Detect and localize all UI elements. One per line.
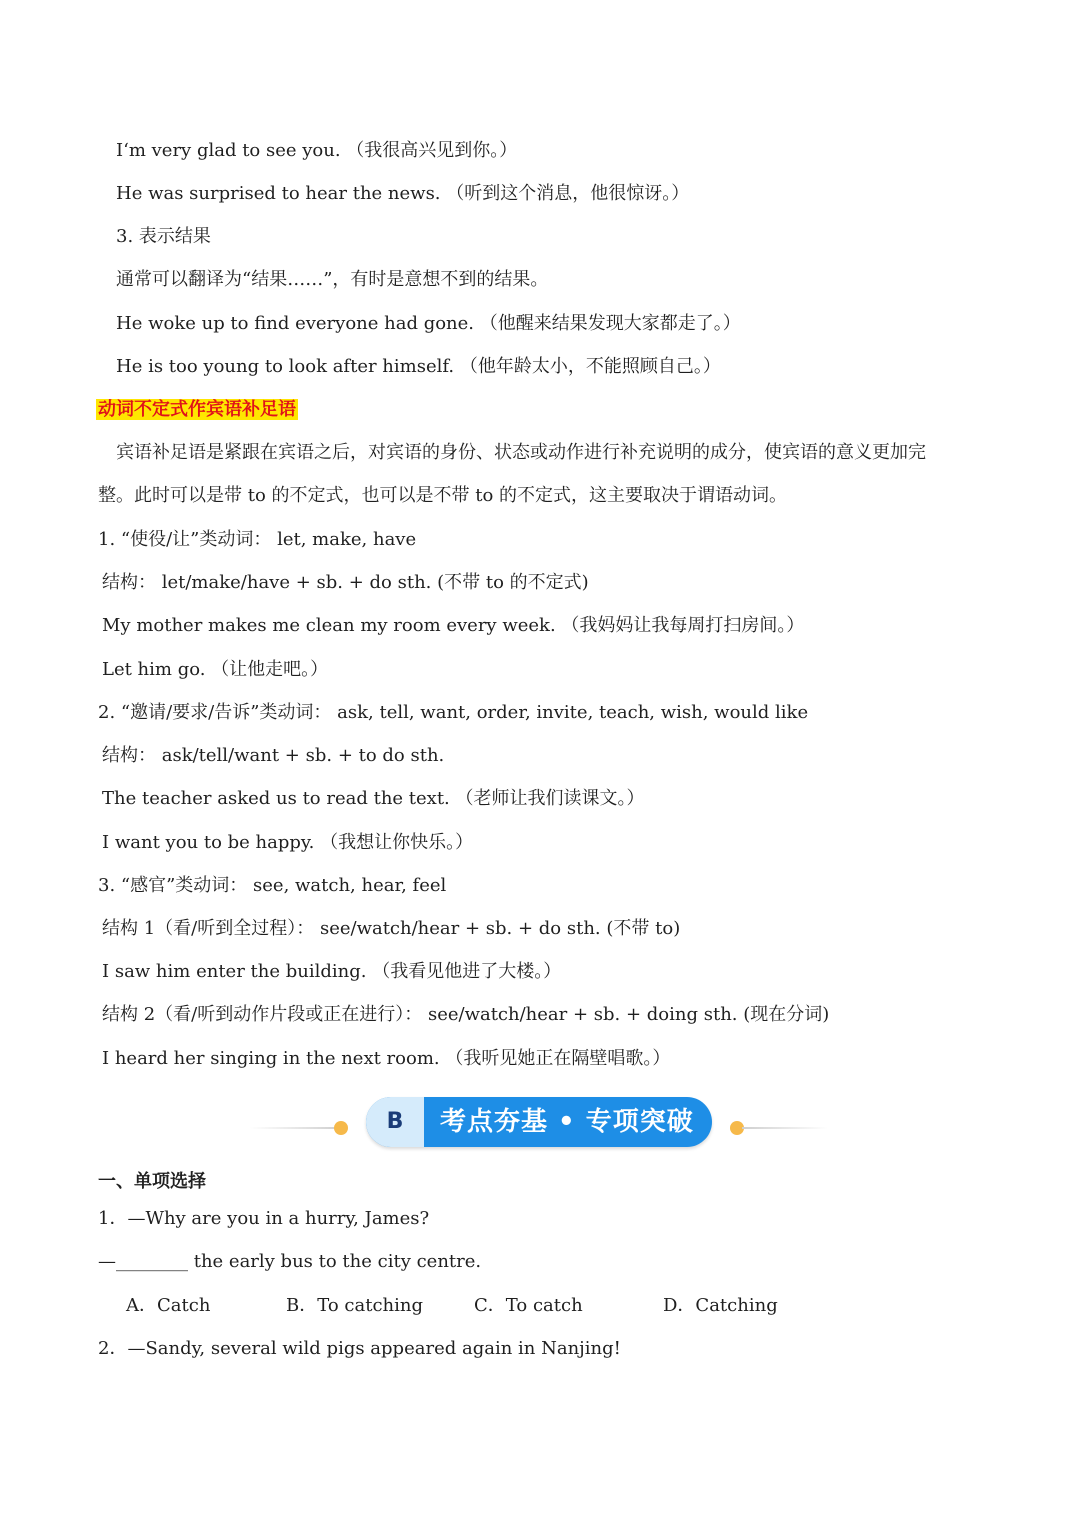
question-stem: 2．—Sandy, several wild pigs appeared again in Nanjing!	[98, 1338, 621, 1359]
option-a[interactable]: A．Catch	[126, 1295, 211, 1316]
banner-title: 考点夯基 • 专项突破	[440, 1107, 694, 1137]
example-sentence: I saw him enter the building. （我看见他进了大楼。）	[102, 961, 562, 982]
banner-rule-right	[742, 1127, 828, 1129]
section-banner	[250, 1095, 830, 1151]
paragraph-text: 宾语补足语是紧跟在宾语之后，对宾语的身份、状态或动作进行补充说明的成分，使宾语的意义更加完	[116, 442, 926, 463]
example-sentence: Let him go. （让他走吧。）	[102, 659, 329, 680]
paragraph-text: 整。此时可以是带 to 的不定式，也可以是不带 to 的不定式，这主要取决于谓语动词。	[98, 485, 788, 506]
banner-pill	[366, 1097, 712, 1147]
example-sentence: My mother makes me clean my room every week. （我妈妈让我每周打扫房间。）	[102, 615, 805, 636]
structure-line: 结构： ask/tell/want + sb. + to do sth.	[102, 745, 445, 766]
banner-badge: B	[366, 1097, 424, 1147]
example-sentence: The teacher asked us to read the text. （老师让我们读课文。）	[102, 788, 645, 809]
example-sentence: He is too young to look after himself. （他年龄太小，不能照顾自己。）	[116, 356, 721, 377]
structure-line: 结构 1（看/听到全过程）： see/watch/hear + sb. + do sth. (不带 to)	[102, 918, 681, 939]
rule-heading: 2. “邀请/要求/告诉”类动词： ask, tell, want, order, invite, teach, wish, would like	[98, 702, 809, 723]
banner-rule-left	[250, 1127, 340, 1129]
banner-dot-left	[334, 1121, 348, 1135]
option-c[interactable]: C．To catch	[474, 1295, 583, 1316]
subheading: 3. 表示结果	[116, 226, 211, 247]
structure-line: 结构： let/make/have + sb. + do sth. (不带 to 的不定式)	[102, 572, 589, 593]
highlighted-title: 动词不定式作宾语补足语	[98, 399, 296, 420]
question-reply: —________ the early bus to the city centre.	[98, 1251, 482, 1272]
option-d[interactable]: D．Catching	[663, 1295, 778, 1316]
rule-heading: 1. “使役/让”类动词： let, make, have	[98, 529, 417, 550]
exercise-heading: 一、单项选择	[98, 1171, 206, 1192]
option-b[interactable]: B．To catching	[286, 1295, 423, 1316]
example-sentence: I‘m very glad to see you. （我很高兴见到你。）	[116, 140, 518, 161]
example-sentence: He woke up to find everyone had gone. （他醒来结果发现大家都走了。）	[116, 313, 741, 334]
structure-line: 结构 2（看/听到动作片段或正在进行）： see/watch/hear + sb. + doing sth. (现在分词)	[102, 1004, 830, 1025]
example-sentence: He was surprised to hear the news. （听到这个消息，他很惊讶。）	[116, 183, 690, 204]
rule-heading: 3. “感官”类动词： see, watch, hear, feel	[98, 875, 447, 896]
example-sentence: I heard her singing in the next room. （我听见她正在隔壁唱歌。）	[102, 1048, 671, 1069]
section-title	[96, 398, 298, 422]
example-sentence: I want you to be happy. （我想让你快乐。）	[102, 832, 474, 853]
question-stem: 1．—Why are you in a hurry, James?	[98, 1208, 430, 1229]
explanation-text: 通常可以翻译为“结果……”，有时是意想不到的结果。	[116, 269, 549, 290]
